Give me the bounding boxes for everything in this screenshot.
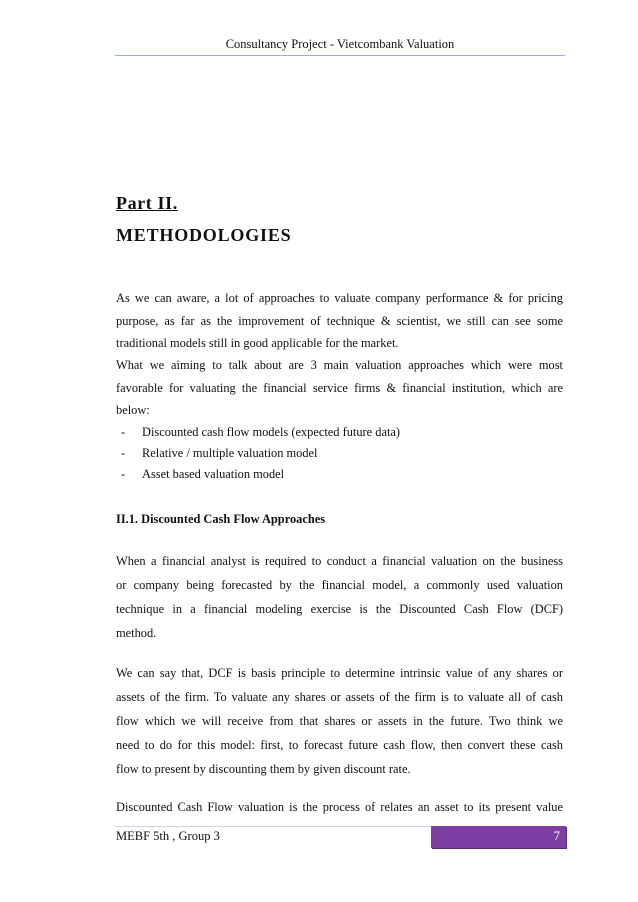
list-item-text: Asset based valuation model [142, 467, 285, 481]
intro-line: below: [116, 403, 150, 417]
paragraph-line: We can say that, DCF is basis principle to determine intrinsic value of any shares or [116, 666, 563, 680]
intro-line: What we aiming to talk about are 3 main valuation approaches which were most [116, 358, 563, 372]
intro-line: purpose, as far as the improvement of technique & scientist, we still can see some [116, 314, 563, 328]
page-number: 7 [553, 829, 560, 843]
bullet-marker: - [121, 425, 126, 439]
paragraph-line: flow which we will receive from that shares or assets in the future. Two think we [116, 714, 563, 728]
paragraph-line: flow to present by discounting them by given discount rate. [116, 762, 411, 776]
paragraph-line: assets of the firm. To valuate any shares or assets of the firm is to valuate all of cash [116, 690, 563, 704]
section-heading: II.1. Discounted Cash Flow Approaches [116, 512, 326, 526]
chapter-title: METHODOLOGIES [116, 225, 292, 245]
paragraph-line: or company being forecasted by the financial model, a commonly used valuation [116, 578, 563, 592]
bullet-marker: - [121, 467, 126, 481]
intro-line: As we can aware, a lot of approaches to valuate company performance & for pricing [116, 291, 563, 305]
list-item-text: Relative / multiple valuation model [142, 446, 318, 460]
running-header: Consultancy Project - Vietcombank Valuation [225, 37, 455, 51]
paragraph-line: technique in a financial modeling exercise is the Discounted Cash Flow (DCF) [116, 602, 563, 616]
part-label: Part II. [116, 193, 178, 213]
footer-label: MEBF 5th , Group 3 [116, 829, 220, 843]
list-item-text: Discounted cash flow models (expected future data) [142, 425, 401, 439]
paragraph-line: When a financial analyst is required to conduct a financial valuation on the business [116, 554, 563, 568]
paragraph-line: need to do for this model: first, to forecast future cash flow, then convert these cash [116, 738, 563, 752]
paragraph-line: Discounted Cash Flow valuation is the process of relates an asset to its present value [116, 800, 563, 814]
bullet-marker: - [121, 446, 126, 460]
header-divider [115, 55, 565, 56]
intro-line: favorable for valuating the financial service firms & financial institution, which are [116, 381, 563, 395]
paragraph-line: method. [116, 626, 157, 640]
intro-line: traditional models still in good applicable for the market. [116, 336, 399, 350]
